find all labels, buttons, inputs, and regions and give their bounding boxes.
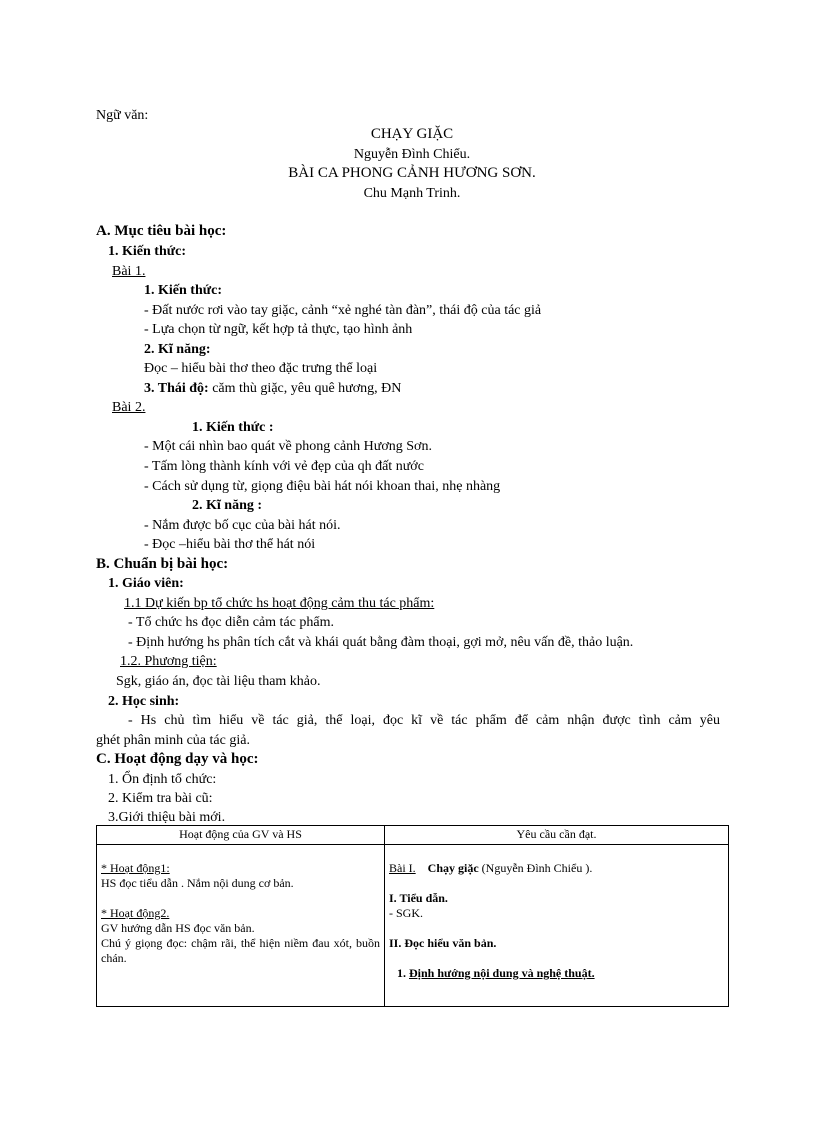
bai1-attitude [144,379,401,399]
activity-table [96,825,729,1007]
activity2-text1: GV hướng dẫn HS đọc văn bản. [101,921,255,935]
activity2-label: * Hoạt động2. [101,906,170,920]
table-row [97,845,729,1007]
lesson1-author: (Nguyễn Đình Chiểu ). [478,861,593,875]
section-c-heading: C. Hoạt động dạy và học: [96,751,259,767]
activity2-text2: Chú ý giọng đọc: chậm rãi, thể hiện niềm đau xót, buồn chán. [101,936,380,965]
teacher-heading: 1. Giáo viên: [108,576,184,591]
activity-step: 1. Ổn định tổ chức: [108,772,217,787]
bai2-knowledge-item: - Một cái nhìn bao quát về phong cảnh Hương Sơn. [144,439,432,454]
bai2-knowledge-item: - Cách sử dụng từ, giọng điệu bài hát nói khoan thai, nhẹ nhàng [144,479,501,494]
activity1-label: * Hoạt động1: [101,861,170,875]
lesson1-label: Bài I. [389,861,416,875]
bai1-skills-heading: 2. Kĩ năng: [144,342,211,357]
section-b-heading: B. Chuẩn bị bài học: [96,556,229,572]
bai2-skills-item: - Đọc –hiểu bài thơ thể hát nói [144,537,316,552]
title-chay-giac: CHẠY GIẶC [370,126,454,142]
bai1-knowledge-heading: 1. Kiến thức: [144,283,223,298]
bai1-attitude-text: căm thù giặc, yêu quê hương, ĐN [208,381,402,396]
bai1-knowledge-item: - Đất nước rơi vào tay giặc, cảnh “xẻ nghé tàn đàn”, thái độ của tác giả [144,303,542,318]
bai2-label: Bài 2. [112,400,146,415]
orientation-number: 1. [397,966,409,980]
subject-label: Ngữ văn: [96,108,149,123]
orientation-line [389,966,724,981]
bai2-skills-item: - Nắm được bố cục của bài hát nói. [144,518,341,533]
author-nguyen-dinh-chieu: Nguyễn Đình Chiểu. [353,147,471,162]
activity-step: 3.Giới thiệu bài mới. [108,810,226,825]
teacher-plan-item: - Tổ chức hs đọc diễn cảm tác phẩm. [128,615,334,630]
lesson1-title: Chạy giặc [427,861,479,875]
activity-step: 2. Kiểm tra bài cũ: [108,791,213,806]
col-header-activities: Hoạt động của GV và HS [97,826,385,845]
intro-heading: I. Tiểu dẫn. [389,891,448,905]
teacher-materials-heading: 1.2. Phương tiện: [120,654,217,669]
intro-text: - SGK. [389,906,424,920]
bai2-skills-heading: 2. Kĩ năng : [192,498,263,513]
lesson1-line [389,861,724,876]
bai1-attitude-heading: 3. Thái độ: [144,381,209,396]
bai1-skills-text: Đọc – hiểu bài thơ theo đặc trưng thể loại [144,361,378,376]
teacher-plan-heading: 1.1 Dự kiến bp tổ chức hs hoạt động cảm thu tác phẩm: [124,596,435,611]
section-a-knowledge-heading: 1. Kiến thức: [108,244,187,259]
teacher-plan-item: - Định hướng hs phân tích cắt và khái quát bằng đàm thoại, gợi mở, nêu vấn đề, thảo luận. [128,635,634,650]
activity1-text: HS đọc tiểu dẫn . Nắm nội dung cơ bản. [101,876,294,890]
bai1-label: Bài 1. [112,264,146,279]
student-text-line2: ghét phân minh của tác giả. [96,733,250,748]
student-text-line1: - Hs chủ tìm hiểu về tác giả, thể loại, đọc kĩ về tác phẩm để cảm nhận được tình cảm yêu [128,713,720,728]
orientation-heading: Định hướng nội dung và nghệ thuật. [409,966,595,980]
teacher-materials-text: Sgk, giáo án, đọc tài liệu tham khảo. [116,674,321,689]
bai2-knowledge-item: - Tấm lòng thành kính với vẻ đẹp của qh đất nước [144,459,424,474]
requirements-cell [385,845,729,1007]
bai2-knowledge-heading: 1. Kiến thức : [192,420,274,435]
col-header-requirements: Yêu cầu cần đạt. [385,826,729,845]
reading-heading: II. Đọc hiểu văn bản. [389,936,497,950]
student-heading: 2. Học sinh: [108,694,180,709]
activities-cell [97,845,385,1007]
table-header-row [97,826,729,845]
title-bai-ca-huong-son: BÀI CA PHONG CẢNH HƯƠNG SƠN. [288,165,536,181]
bai1-knowledge-item: - Lựa chọn từ ngữ, kết hợp tả thực, tạo hình ảnh [144,322,413,337]
author-chu-manh-trinh: Chu Mạnh Trinh. [363,186,461,201]
section-a-heading: A. Mục tiêu bài học: [96,223,227,239]
